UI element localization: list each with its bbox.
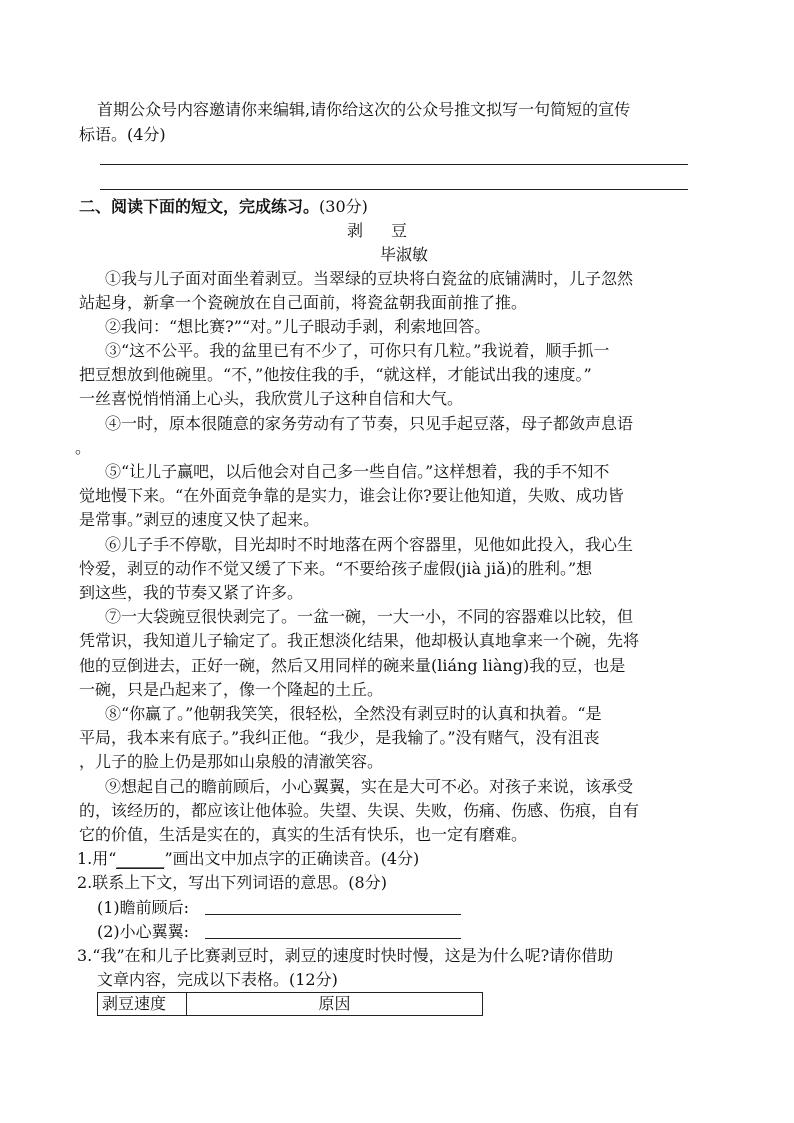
essay-line: 一碗，只是凸起来了，像一个隆起的土丘。 — [79, 680, 384, 699]
essay-line: ⑧“你赢了。”他朝我笑笑，很轻松，全然没有剥豆时的认真和执着。“是 — [105, 704, 602, 723]
answer-line-q2-2[interactable] — [205, 938, 461, 939]
table-header-row — [98, 993, 483, 1016]
essay-line: 怜爱，剥豆的动作不觉又缓了下来。“不要给孩子虚假(jià jiǎ)的胜利。”想 — [79, 559, 593, 578]
essay-line: 是常事。”剥豆的速度又快了起来。 — [79, 510, 320, 529]
essay-line: ⑦一大袋豌豆很快剥完了。一盆一碗，一大一小，不同的容器难以比较，但 — [105, 607, 634, 626]
table-header-reason: 原因 — [187, 993, 483, 1016]
essay-line: 一丝喜悦悄悄涌上心头，我欣赏儿子这种自信和大气。 — [79, 389, 464, 408]
essay-line: ⑨想起自己的瞻前顾后，小心翼翼，实在是大可不必。对孩子来说，该承受 — [105, 777, 634, 796]
essay-line: ⑥儿子手不停歇，目光却时不时地落在两个容器里，见他如此投入，我心生 — [105, 535, 634, 554]
essay-line: 到这些，我的节奏又紧了许多。 — [79, 583, 304, 602]
intro-line-2: 标语。(4分) — [79, 125, 166, 144]
essay-line: 平局，我本来有底子。”我纠正他。“我少，是我输了。”没有赌气，没有沮丧 — [79, 728, 600, 747]
section-title: 二、阅读下面的短文，完成练习。 — [79, 197, 320, 216]
answer-table — [97, 992, 483, 1016]
question-2-item-1: (1)瞻前顾后: — [97, 898, 190, 917]
essay-line: ④一时，原本很随意的家务劳动有了节奏，只见手起豆落，母子都敛声息语 — [105, 414, 634, 433]
question-1-prefix: 1.用“ — [77, 849, 117, 868]
essay-line: 的，该经历的，都应该让他体验。失望、失误、失败，伤痛、伤感、伤痕，自有 — [79, 801, 640, 820]
essay-line: ⑤“让儿子赢吧，以后他会对自己多一些自信。”这样想着，我的手不知不 — [105, 462, 610, 481]
essay-line: ③“这不公平。我的盆里已有不少了，可你只有几粒。”我说着，顺手抓一 — [105, 341, 610, 360]
answer-line-1[interactable] — [100, 164, 688, 165]
essay-title: 剥 豆 — [347, 221, 414, 240]
essay-author: 毕淑敏 — [380, 245, 429, 264]
essay-line: 他的豆倒进去，正好一碗，然后又用同样的碗来量(liáng liàng)我的豆，也是 — [79, 656, 626, 675]
essay-line: ，儿子的脸上仍是那如山泉般的清澈笑容。 — [79, 752, 384, 771]
section-score: (30分) — [319, 197, 368, 216]
answer-line-2[interactable] — [100, 189, 688, 190]
question-2-item-2: (2)小心翼翼: — [97, 922, 190, 941]
essay-line: 它的价值，生活是实在的，真实的生活有快乐，也一定有磨难。 — [79, 825, 528, 844]
question-3-line-1: 3.“我”在和儿子比赛剥豆时，剥豆的速度时快时慢，这是为什么呢?请你借助 — [77, 946, 614, 965]
question-1-suffix: ”画出文中加点字的正确读音。(4分) — [164, 849, 420, 868]
section-heading — [79, 196, 368, 218]
table-header-speed: 剥豆速度 — [98, 993, 187, 1016]
question-1 — [77, 848, 419, 870]
question-1-blank[interactable]: ______ — [116, 849, 165, 868]
essay-line: 。 — [75, 438, 92, 457]
essay-line: 站起身，新拿一个瓷碗放在自己面前，将瓷盆朝我面前推了推。 — [79, 293, 528, 312]
question-3-line-2: 文章内容，完成以下表格。(12分) — [97, 970, 338, 989]
intro-line-1: 首期公众号内容邀请你来编辑,请你给这次的公众号推文拟写一句简短的宣传 — [97, 100, 631, 119]
essay-line: 觉地慢下来。“在外面竞争靠的是实力，谁会让你?要让他知道，失败、成功皆 — [79, 486, 624, 505]
answer-line-q2-1[interactable] — [205, 914, 461, 915]
essay-line: 凭常识，我知道儿子输定了。我正想淡化结果，他却极认真地拿来一个碗，先将 — [79, 631, 640, 650]
essay-line: ②我问：“想比赛?”“对。”儿子眼动手剥，利索地回答。 — [105, 317, 491, 336]
essay-line: ①我与儿子面对面坐着剥豆。当翠绿的豆块将白瓷盆的底铺满时，儿子忽然 — [105, 269, 634, 288]
essay-line: 把豆想放到他碗里。“不，”他按住我的手，“就这样，才能试出我的速度。” — [79, 365, 592, 384]
question-2: 2.联系上下文，写出下列词语的意思。(8分) — [77, 873, 387, 892]
